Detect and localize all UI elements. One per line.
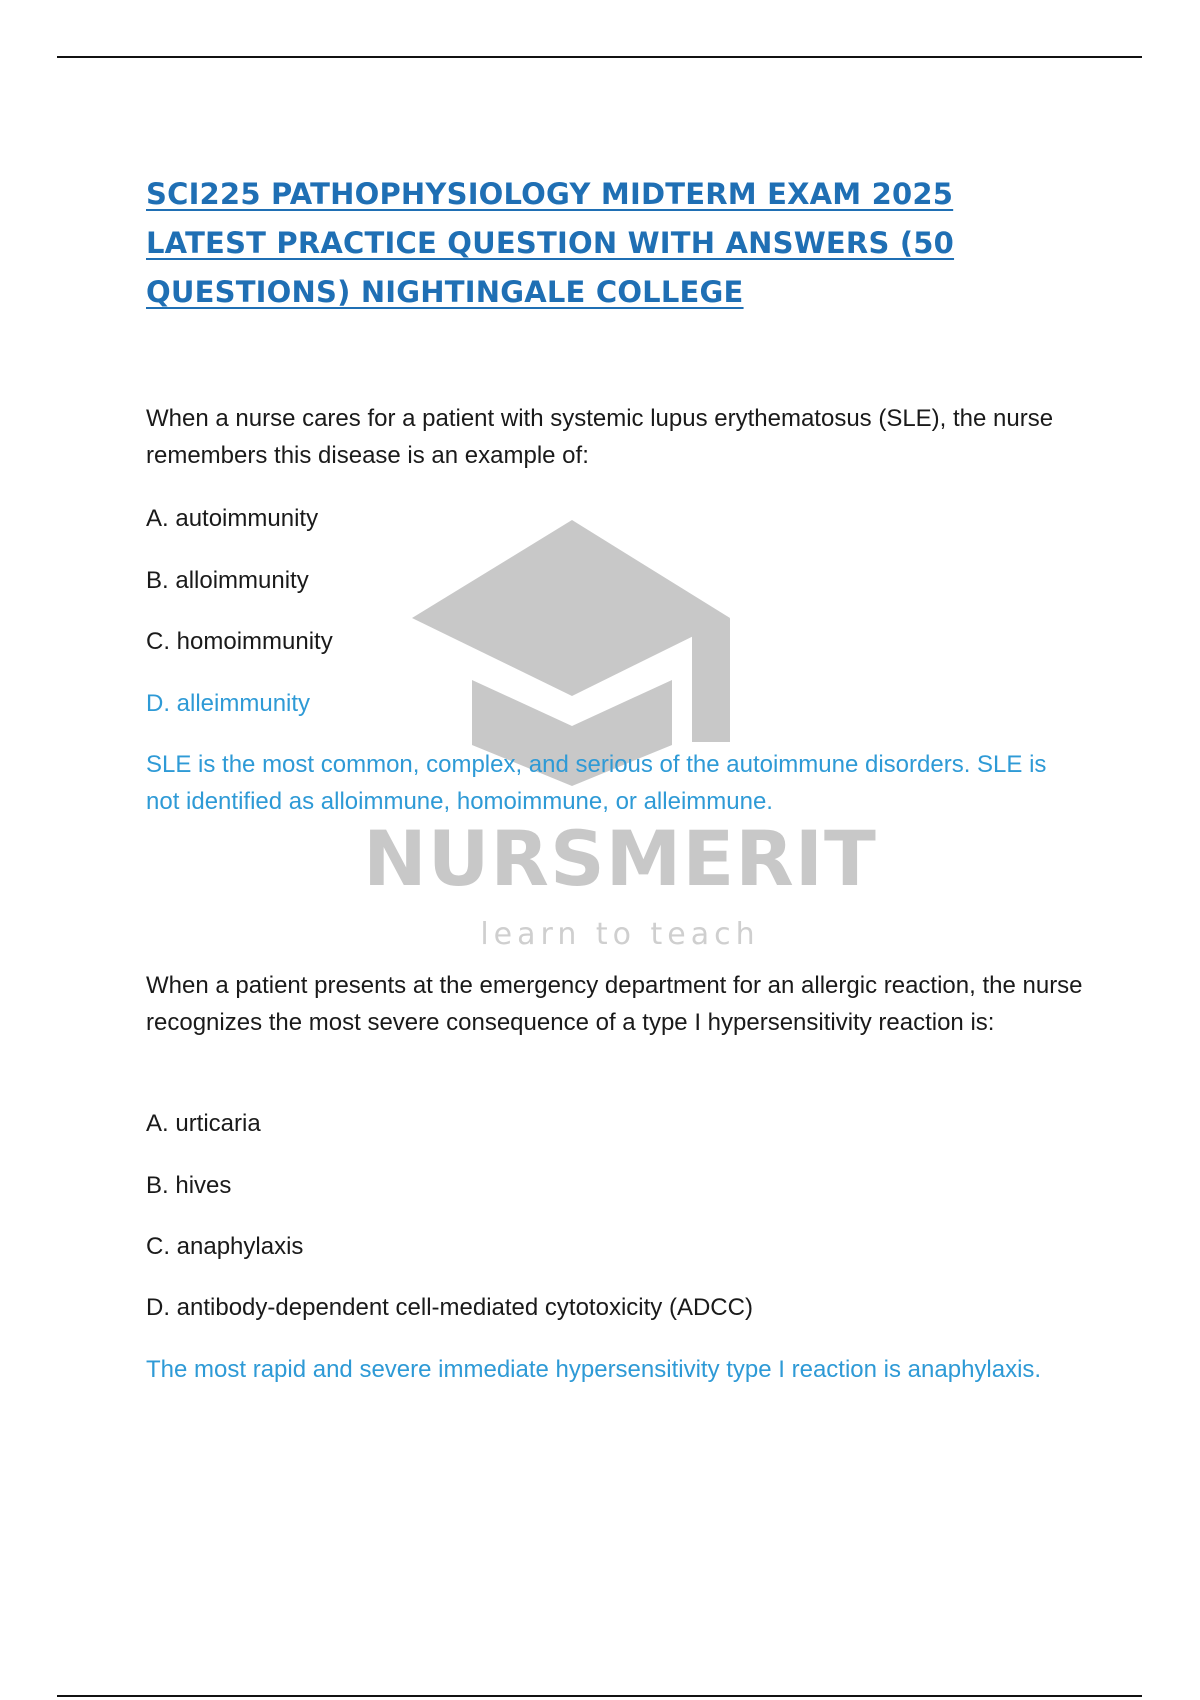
option-c: C. homoimmunity (146, 628, 333, 655)
option-c: C. anaphylaxis (146, 1233, 304, 1260)
watermark-tagline: learn to teach (480, 917, 760, 950)
answer-rationale: SLE is the most common, complex, and serious of the autoimmune disorders. SLE is not identified as alloimmune, homoimmune, or alleimmune. (146, 751, 1047, 815)
option-d: D. alleimmunity (146, 690, 311, 717)
option-a: A. autoimmunity (146, 505, 319, 532)
option-b: B. alloimmunity (146, 567, 309, 594)
question-text: When a patient presents at the emergency department for an allergic reaction, the nurse recognizes the most severe consequence of a type I hypersensitivity reaction is: (146, 972, 1083, 1036)
document-title: SCI225 PATHOPHYSIOLOGY MIDTERM EXAM 2025 LATEST PRACTICE QUESTION WITH ANSWERS (50 QUESTIONS) NIGHTINGALE COLLEGE (146, 177, 955, 309)
footer-rule (57, 1695, 1142, 1697)
option-d: D. antibody-dependent cell-mediated cytotoxicity (ADCC) (146, 1294, 753, 1321)
watermark-brand: NURSMERIT (363, 814, 877, 903)
header-rule (57, 56, 1142, 58)
answer-rationale: The most rapid and severe immediate hypersensitivity type I reaction is anaphylaxis. (146, 1356, 1042, 1383)
option-b: B. hives (146, 1172, 232, 1199)
question-text: When a nurse cares for a patient with systemic lupus erythematosus (SLE), the nurse remembers this disease is an example of: (146, 405, 1054, 469)
option-a: A. urticaria (146, 1110, 261, 1137)
